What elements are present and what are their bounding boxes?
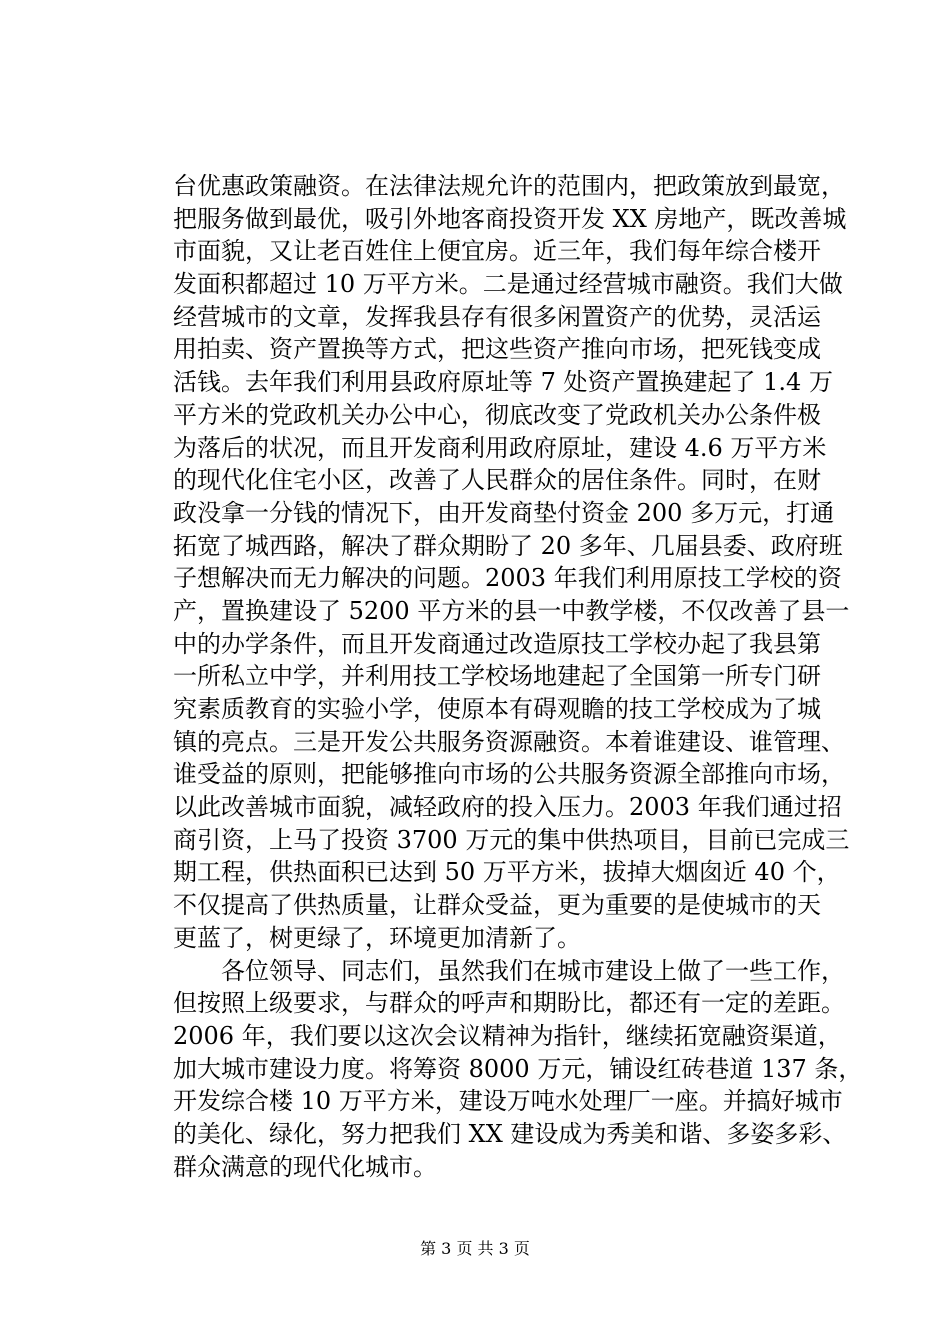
text-line: 但按照上级要求，与群众的呼声和期盼比，都还有一定的差距。: [173, 989, 845, 1018]
text-line: 镇的亮点。三是开发公共服务资源融资。本着谁建设、谁管理、: [173, 727, 845, 756]
text-line: 不仅提高了供热质量，让群众受益，更为重要的是使城市的天: [173, 891, 821, 920]
text-line: 开发综合楼 10 万平方米，建设万吨水处理厂一座。并搞好城市: [173, 1087, 843, 1116]
text-line: 为落后的状况，而且开发商利用政府原址，建设 4.6 万平方米: [173, 433, 827, 462]
page-footer: 第 3 页 共 3 页: [420, 1239, 530, 1258]
text-line: 用拍卖、资产置换等方式，把这些资产推向市场，把死钱变成: [173, 335, 821, 364]
text-line: 拓宽了城西路，解决了群众期盼了 20 多年、几届县委、政府班: [173, 531, 843, 560]
text-line: 政没拿一分钱的情况下，由开发商垫付资金 200 多万元，打通: [173, 498, 835, 527]
text-line: 产，置换建设了 5200 平方米的县一中教学楼，不仅改善了县一: [173, 596, 850, 625]
text-line: 商引资，上马了投资 3700 万元的集中供热项目，目前已完成三: [173, 825, 850, 854]
text-line: 平方米的党政机关办公中心，彻底改变了党政机关办公条件极: [173, 400, 821, 429]
text-line: 究素质教育的实验小学，使原本有碍观瞻的技工学校成为了城: [173, 695, 821, 723]
text-line: 经营城市的文章，发挥我县存有很多闲置资产的优势，灵活运: [173, 302, 821, 331]
text-line: 的美化、绿化，努力把我们 XX 建设成为秀美和谐、多姿多彩、: [173, 1119, 847, 1148]
text-line: 中的办学条件，而且开发商通过改造原技工学校办起了我县第: [173, 629, 821, 658]
text-line: 2006 年，我们要以这次会议精神为指针，继续拓宽融资渠道，: [173, 1021, 842, 1050]
text-line: 更蓝了，树更绿了，环境更加清新了。: [173, 923, 581, 952]
text-line: 台优惠政策融资。在法律法规允许的范围内，把政策放到最宽，: [173, 172, 845, 200]
text-line: 发面积都超过 10 万平方米。二是通过经营城市融资。我们大做: [173, 270, 843, 299]
text-line: 子想解决而无力解决的问题。2003 年我们利用原技工学校的资: [173, 564, 842, 593]
text-line: 加大城市建设力度。将筹资 8000 万元，铺设红砖巷道 137 条，: [173, 1054, 863, 1083]
body-text: [173, 170, 863, 1183]
text-line: 各位领导、同志们，虽然我们在城市建设上做了一些工作，: [221, 956, 845, 985]
text-line: 活钱。去年我们利用县政府原址等 7 处资产置换建起了 1.4 万: [173, 368, 833, 397]
text-line: 以此改善城市面貌，减轻政府的投入压力。2003 年我们通过招: [173, 793, 842, 822]
text-line: 期工程，供热面积已达到 50 万平方米，拔掉大烟囱近 40 个，: [173, 858, 841, 887]
text-line: 市面貌，又让老百姓住上便宜房。近三年，我们每年综合楼开: [173, 237, 821, 266]
text-line: 的现代化住宅小区，改善了人民群众的居住条件。同时，在财: [173, 466, 821, 495]
text-line: 一所私立中学，并利用技工学校场地建起了全国第一所专门研: [173, 662, 821, 691]
text-line: 群众满意的现代化城市。: [173, 1152, 437, 1181]
text-line: 把服务做到最优，吸引外地客商投资开发 XX 房地产，既改善城: [173, 204, 847, 233]
text-line: 谁受益的原则，把能够推向市场的公共服务资源全部推向市场，: [173, 760, 845, 789]
